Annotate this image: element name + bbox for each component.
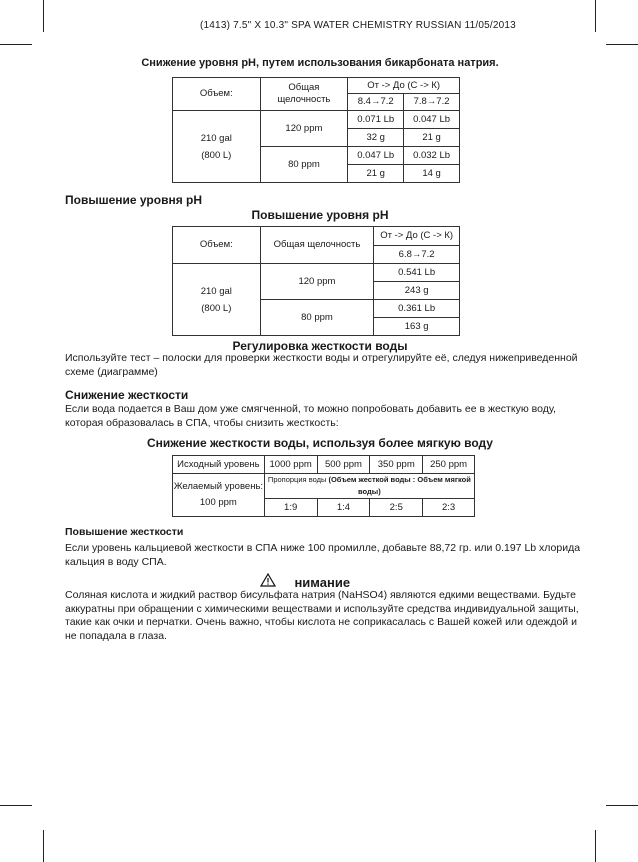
lower-ph-table — [172, 77, 460, 183]
crop-mark — [0, 805, 32, 806]
lower-hardness-title: Снижение жесткости воды, используя более мягкую воду — [147, 436, 493, 450]
raise-ph-table — [172, 226, 460, 336]
range: 6.8→7.2 — [374, 246, 460, 264]
raise-ph-title: Повышение уровня pH — [251, 208, 389, 222]
volume-cell: 210 gal (800 L) — [173, 264, 261, 336]
desired-level: Желаемый уровень: 100 ppm — [173, 474, 265, 517]
raise-hardness-heading: Повышение жесткости — [65, 526, 184, 538]
lower-hardness-text: Если вода подается в Ваш дом уже смягченной, то можно попробовать добавить ее в жесткую воду, которая образовалась в СПА, чтобы снизить жесткость: — [65, 403, 556, 429]
cell: 21 g — [404, 129, 460, 147]
cell: 21 g — [348, 165, 404, 183]
lower-hardness-table — [172, 455, 475, 517]
crop-mark — [606, 805, 638, 806]
level-cell: 1000 ppm — [264, 456, 317, 474]
cell: 163 g — [374, 318, 460, 336]
col-alkalinity: Общая щелочность — [260, 78, 348, 111]
level-cell: 350 ppm — [370, 456, 423, 474]
cell: 243 g — [374, 282, 460, 300]
raise-hardness-text: Если уровень кальциевой жесткости в СПА ниже 100 промилле, добавьте 88,72 гр. или 0.197 Lb хлорида кальция в воду СПА. — [65, 542, 581, 568]
alk-120: 120 ppm — [260, 111, 348, 147]
cell: 0.032 Lb — [404, 147, 460, 165]
col-alkalinity: Общая щелочность — [260, 227, 374, 264]
cell: 0.361 Lb — [374, 300, 460, 318]
warning-title: нимание — [294, 575, 351, 590]
col-range: От -> До (С -> К) — [348, 78, 460, 94]
print-header: (1413) 7.5" X 10.3" SPA WATER CHEMISTRY RUSSIAN 11/05/2013 — [200, 20, 516, 31]
level-cell: 250 ppm — [423, 456, 475, 474]
col-volume: Объем: — [173, 227, 261, 264]
ratio-cell: 2:5 — [370, 499, 423, 517]
ratio-cell: 1:9 — [264, 499, 317, 517]
proportion-label: Пропорция воды (Объем жесткой воды : Объем мягкой воды) — [264, 474, 474, 499]
alk-120: 120 ppm — [260, 264, 374, 300]
alk-80: 80 ppm — [260, 300, 374, 336]
range-b: 7.8→7.2 — [404, 94, 460, 111]
cell: 14 g — [404, 165, 460, 183]
level-cell: 500 ppm — [317, 456, 370, 474]
ratio-cell: 1:4 — [317, 499, 370, 517]
cell: 0.047 Lb — [404, 111, 460, 129]
hardness-title: Регулировка жесткости воды — [232, 339, 408, 353]
cell: 0.071 Lb — [348, 111, 404, 129]
crop-mark — [595, 830, 596, 862]
ratio-cell: 2:3 — [423, 499, 475, 517]
warning-text: Соляная кислота и жидкий раствор бисульфата натрия (NaHSO4) являются едкими веществами. Будьте аккуратны при обращении с химическими веществами и используйте средства индивидуальной защиты, такие как очки и перчатки. Очень важно, чтобы кислота не соприкасалась с Вашей кожей или одеждой и не попадала в глаза. — [65, 589, 579, 642]
cell: 32 g — [348, 129, 404, 147]
crop-mark — [595, 0, 596, 32]
raise-ph-heading: Повышение уровня pH — [65, 193, 203, 207]
cell: 0.047 Lb — [348, 147, 404, 165]
hardness-text: Используйте тест – полоски для проверки жесткости воды и отрегулируйте её, следуя нижеприведенной схеме (диаграмме) — [65, 352, 578, 378]
initial-level: Исходный уровень — [173, 456, 265, 474]
crop-mark — [606, 44, 638, 45]
crop-mark — [43, 0, 44, 32]
lower-ph-title: Снижение уровня pH, путем использования бикарбоната натрия. — [141, 57, 499, 69]
range-a: 8.4→7.2 — [348, 94, 404, 111]
volume-cell: 210 gal (800 L) — [173, 111, 261, 183]
col-range: От -> До (С -> К) — [374, 227, 460, 246]
crop-mark — [0, 44, 32, 45]
lower-hardness-heading: Снижение жесткости — [65, 388, 189, 402]
alk-80: 80 ppm — [260, 147, 348, 183]
cell: 0.541 Lb — [374, 264, 460, 282]
crop-mark — [43, 830, 44, 862]
col-volume: Объем: — [173, 78, 261, 111]
